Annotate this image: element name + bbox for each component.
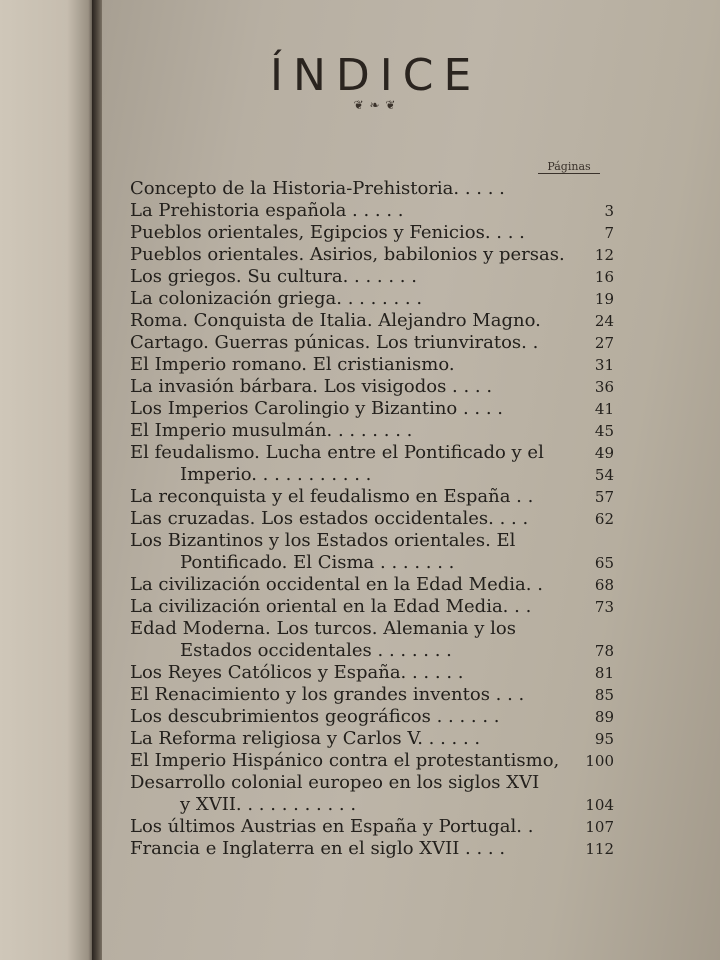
toc-entry-page-number: 12 [594,246,614,264]
book-spine [92,0,102,960]
toc-entry [130,728,620,750]
toc-entry-page-number: 89 [594,708,614,726]
toc-entry-page-number: 85 [594,686,614,704]
toc-entry-title: Desarrollo colonial europeo en los siglos XVI [130,772,540,793]
toc-entry-page-number: 36 [594,378,614,396]
toc-entry [130,750,620,772]
toc-entry-page-number: 16 [594,268,614,286]
toc-entry [130,816,620,838]
toc-entry-page-number: 65 [594,554,614,572]
toc-entry-page-number: 57 [594,488,614,506]
toc-entry-title-continuation: y XVII. . . . . . . . . . . [180,794,357,815]
toc-entry-title: Pueblos orientales, Egipcios y Fenicios. . . . [130,222,525,243]
toc-entry-title: La Reforma religiosa y Carlos V. . . . . . [130,728,481,749]
toc-entry-title: La civilización occidental en la Edad Media. . [130,574,543,595]
toc-entry-title: Imperio. . . . . . . . . . . [180,464,372,485]
toc-entry [130,486,620,508]
toc-entry-title: El Renacimiento y los grandes inventos . . . [130,684,525,705]
pages-column-header: Páginas [538,160,600,174]
toc-entry-page-number: 68 [594,576,614,594]
toc-entry-page-number: 31 [594,356,614,374]
toc-entry-page-number: 81 [594,664,614,682]
toc-entry-title: Cartago. Guerras púnicas. Los triunviratos. . [130,332,539,353]
toc-entry-title: La civilización oriental en la Edad Media. . . [130,596,532,617]
toc-entry-page-number: 112 [585,840,614,858]
ornament-icon: ❦ ❧ ❦ [353,98,397,112]
toc-entry [130,332,620,354]
toc-entry [130,530,620,574]
toc-entry [130,398,620,420]
toc-entry-title: Concepto de la Historia-Prehistoria. . . . . [130,178,505,199]
toc-entry-page-number: 107 [585,818,614,836]
page-title: ÍNDICE [270,50,482,101]
toc-entry-page-number: 7 [604,224,614,242]
toc-entry-title: Las cruzadas. Los estados occidentales. . . . [130,508,529,529]
toc-entry-title: Francia e Inglaterra en el siglo XVII . . . . [130,838,506,859]
toc-entry [130,706,620,728]
toc-entry [130,772,620,816]
toc-entry [130,442,620,464]
toc-entry-title: La invasión bárbara. Los visigodos . . . . [130,376,493,397]
toc-entry-title: Los Bizantinos y los Estados orientales. El [130,530,516,551]
toc-entry [130,420,620,442]
toc-entry-title-continuation: Pontificado. El Cisma . . . . . . . [180,552,455,573]
toc-entry-page-number: 100 [585,752,614,770]
toc-entry-page-number: 3 [604,202,614,220]
toc-entry-page-number: 45 [594,422,614,440]
toc-entry-page-number: 41 [594,400,614,418]
toc-entry-page-number: 73 [594,598,614,616]
toc-entry-page-number: 104 [585,796,614,814]
toc-entry-title: Edad Moderna. Los turcos. Alemania y los [130,618,516,639]
toc-entry-page-number: 24 [594,312,614,330]
toc-entry-page-number: 19 [594,290,614,308]
toc-entry-title: El Imperio romano. El cristianismo. [130,354,455,375]
toc-entry [130,574,620,596]
toc-entry [130,508,620,530]
toc-entry [130,596,620,618]
toc-entry [130,178,620,200]
toc-entry-page-number: 62 [594,510,614,528]
toc-entry-title: La reconquista y el feudalismo en España . . [130,486,534,507]
toc-entry [130,244,620,266]
toc-entry-title: Los últimos Austrias en España y Portugal. . [130,816,534,837]
toc-entry-title: La colonización griega. . . . . . . . [130,288,423,309]
toc-entry-title: El Imperio musulmán. . . . . . . . [130,420,413,441]
toc-entry [130,618,620,662]
toc-entry-page-number: 27 [594,334,614,352]
toc-entry [130,838,620,860]
toc-entry-title: Roma. Conquista de Italia. Alejandro Magno. [130,310,541,331]
toc-entry [130,266,620,288]
toc-entry-title: El feudalismo. Lucha entre el Pontificado y el [130,442,544,463]
toc-entry [130,288,620,310]
toc-entry-page-number: 78 [594,642,614,660]
toc-entry [130,376,620,398]
toc-entry-title: Los Reyes Católicos y España. . . . . . [130,662,464,683]
left-page-edge [0,0,96,960]
toc-entry-title: La Prehistoria española . . . . . [130,200,404,221]
toc-entry-title-continuation: Estados occidentales . . . . . . . [180,640,452,661]
toc-entry [130,200,620,222]
toc-entry-page-number: 54 [594,466,614,484]
table-of-contents [130,178,620,860]
toc-entry [130,222,620,244]
toc-entry [130,662,620,684]
toc-entry-title: Los Imperios Carolingio y Bizantino . . . . [130,398,504,419]
toc-entry [130,354,620,376]
toc-entry [130,464,620,486]
toc-entry-title: Los griegos. Su cultura. . . . . . . [130,266,417,287]
toc-entry [130,684,620,706]
toc-entry [130,310,620,332]
toc-entry-page-number: 95 [594,730,614,748]
toc-entry-title: El Imperio Hispánico contra el protestantismo, [130,750,560,771]
toc-entry-title: Los descubrimientos geográficos . . . . . . [130,706,500,727]
toc-entry-page-number: 49 [594,444,614,462]
toc-entry-title: Pueblos orientales. Asirios, babilonios y persas. [130,244,565,265]
